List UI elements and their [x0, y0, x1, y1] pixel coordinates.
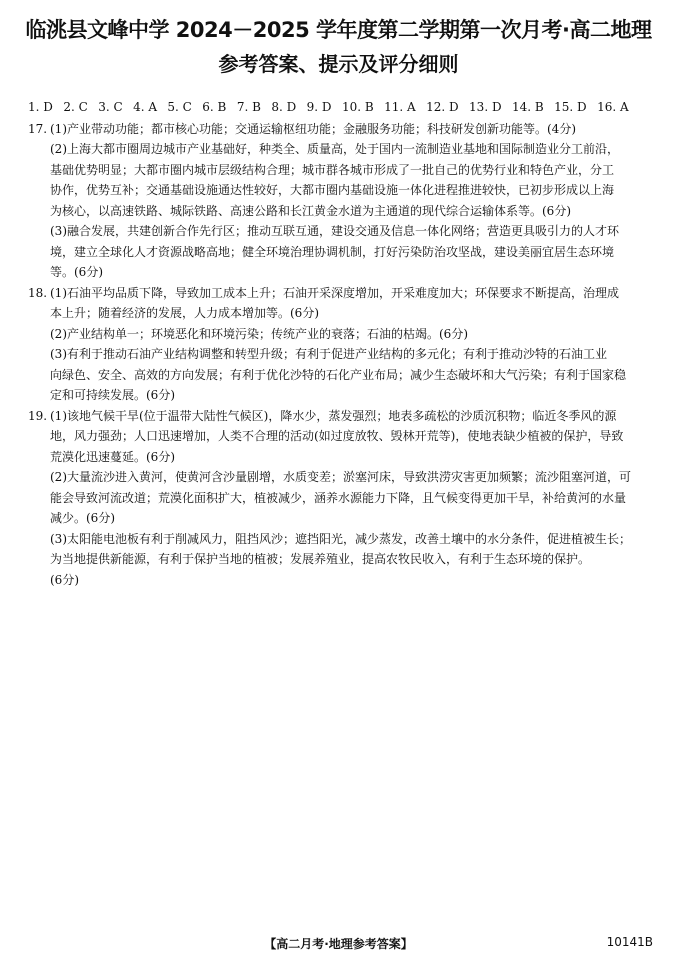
answer-line: 减少。(6分)	[50, 511, 115, 525]
answer-line: 地，风力强劲；人口迅速增加，人类不合理的活动(如过度放牧、毁林开荒等)，使地表缺少植被的保护，导致	[50, 429, 624, 443]
answer-line: 基础优势明显；大都市圈内城市层级结构合理；城市群各城市形成了一批自己的优势行业和特色产业，分工	[50, 162, 615, 177]
answer-part	[28, 221, 658, 283]
choice-answer: 7. B	[236, 100, 261, 114]
answer-line: 境，建立全球化人才资源战略高地；健全环境治理协调机制，打好污染防治攻坚战，建设美丽宜居生态环境	[50, 244, 615, 259]
answer-part	[28, 324, 658, 345]
question-number: 17.	[28, 121, 48, 136]
answer-line: (3)太阳能电池板有利于削减风力，阻挡风沙；遮挡阳光，减少蒸发，改善土壤中的水分条件，促进植被生长；	[50, 531, 632, 546]
page-footer	[0, 935, 677, 953]
answer-part	[28, 283, 658, 324]
choice-answer: 13. D	[469, 100, 502, 114]
answer-line: (3)有利于推动石油产业结构调整和转型升级；有利于促进产业结构的多元化；有利于推动沙特的石油工业	[50, 347, 608, 361]
choice-answer: 14. B	[512, 100, 544, 114]
footer-label: 【高二月考·地理参考答案】	[264, 937, 413, 951]
answer-line: (2)产业结构单一；环境恶化和环境污染；传统产业的衰落；石油的枯竭。(6分)	[50, 326, 468, 341]
answer-part	[28, 119, 658, 140]
answer-line: 荒漠化迅速蔓延。(6分)	[50, 449, 175, 464]
answer-line: (6分)	[50, 572, 79, 587]
answer-line: 向绿色、安全、高效的方向发展；有利于优化沙特的石化产业布局；减少生态破坏和大气污染；有利于国家稳	[50, 367, 627, 382]
question-number: 18.	[28, 285, 48, 300]
choice-answer: 5. C	[167, 100, 192, 114]
choice-answer: 3. C	[98, 100, 123, 114]
answer-line: (2)大量流沙进入黄河，使黄河含沙量剧增，水质变差；淤塞河床，导致洪涝灾害更加频繁；流沙阻塞河道，可	[50, 470, 632, 484]
choice-answer: 6. B	[202, 100, 227, 114]
answer-line: 为当地提供新能源，有利于保护当地的植被；发展养殖业，提高农牧民收入，有利于生态环境的保护。	[50, 552, 591, 566]
question-19	[28, 406, 658, 591]
choice-answer: 2. C	[63, 100, 88, 114]
choice-answers-row	[28, 97, 658, 118]
choice-answer: 12. D	[426, 100, 459, 114]
answer-line: (1)该地气候干旱(位于温带大陆性气候区)，降水少，蒸发强烈；地表多疏松的沙质沉积物；临近冬季风的源	[50, 408, 617, 423]
page-subtitle: 参考答案、提示及评分细则	[218, 52, 459, 76]
answer-line: 等。(6分)	[50, 265, 103, 279]
answer-line: 为核心，以高速铁路、城际铁路、高速公路和长江黄金水道为主通道的现代综合运输体系等。(6分)	[50, 203, 572, 218]
choice-answer: 11. A	[384, 100, 416, 114]
choice-answer: 15. D	[554, 100, 587, 114]
answer-line: (1)石油平均品质下降，导致加工成本上升；石油开采深度增加，开采难度加大；环保要求不断提高，治理成	[50, 285, 620, 300]
question-18	[28, 283, 658, 406]
answer-line: 定和可持续发展。(6分)	[50, 388, 175, 402]
choice-answer: 8. D	[271, 100, 297, 114]
answer-line: (1)产业带动功能；都市核心功能；交通运输枢纽功能；金融服务功能；科技研发创新功能等。(4分)	[50, 121, 576, 136]
answer-line: 能会导致河流改道；荒漠化面积扩大，植被减少，涵养水源能力下降，且气候变得更加干旱，补给黄河的水量	[50, 490, 627, 505]
answer-part	[28, 467, 658, 529]
answer-line: (2)上海大都市圈周边城市产业基础好，种类全、质量高，处于国内一流制造业基地和国际制造业分工前沿，	[50, 142, 620, 156]
choice-answer: 9. D	[306, 100, 332, 114]
choice-answer: 10. B	[341, 100, 374, 114]
choice-answer: 4. A	[133, 100, 157, 114]
question-17	[28, 119, 658, 283]
answer-part	[28, 139, 658, 221]
choice-answer: 1. D	[28, 100, 53, 114]
choice-answer: 16. A	[597, 100, 629, 114]
answer-line: 本上升；随着经济的发展，人力成本增加等。(6分)	[50, 306, 319, 320]
answers-content	[28, 97, 658, 590]
question-number: 19.	[28, 408, 48, 423]
answer-line: 协作，优势互补；交通基础设施通达性较好，大都市圈内基础设施一体化进程推进较快，已初步形成以上海	[50, 183, 615, 197]
page-title: 临洮县文峰中学 2024－2025 学年度第二学期第一次月考·高二地理	[25, 18, 652, 42]
answer-line: (3)融合发展，共建创新合作先行区；推动互联互通，建设交通及信息一体化网络；营造更具吸引力的人才环	[50, 224, 620, 238]
answer-part	[28, 529, 658, 591]
answer-part	[28, 344, 658, 406]
footer-code: 10141B	[606, 935, 653, 949]
answer-part	[28, 406, 658, 468]
